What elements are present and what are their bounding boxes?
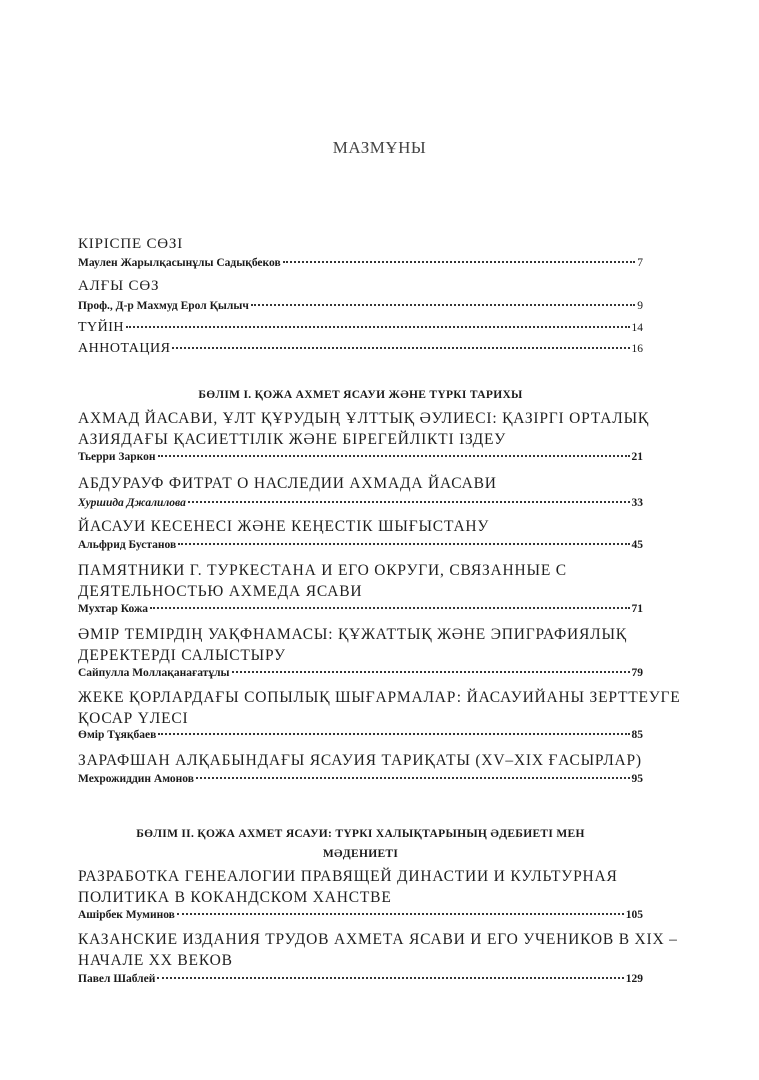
toc-entry[interactable] [78, 909, 643, 921]
dot-leader [157, 977, 623, 979]
toc-entry[interactable] [78, 539, 643, 551]
toc-entry-introduction[interactable] [78, 257, 643, 269]
dot-leader [158, 733, 629, 735]
toc-author: Сайпулла Моллақанағатұлы [78, 667, 230, 679]
toc-title-foreword: АЛҒЫ СӨЗ [78, 278, 160, 294]
toc-entry-foreword[interactable] [78, 300, 643, 312]
toc-entry-summary[interactable] [78, 320, 643, 336]
toc-entry[interactable] [78, 973, 643, 985]
toc-author: Альфрид Бустанов [78, 539, 177, 551]
part-2-heading [78, 824, 643, 864]
toc-page-number: 95 [631, 773, 643, 785]
toc-page-number: 45 [631, 539, 643, 551]
toc-chapter-title: ЗАРАФШАН АЛҚАБЫНДАҒЫ ЯСАУИЯ ТАРИҚАТЫ (XV–XIX ҒАСЫРЛАР) [78, 752, 642, 769]
toc-label: ТҮЙІН [78, 320, 125, 335]
toc-chapter-title: АЗИЯДАҒЫ ҚАСИЕТТІЛІК ЖӘНЕ БІРЕГЕЙЛІКТІ ІЗДЕУ [78, 431, 507, 448]
toc-entry[interactable] [78, 729, 643, 741]
toc-page-number: 105 [625, 909, 643, 921]
toc-entry[interactable] [78, 773, 643, 785]
toc-chapter-title: КАЗАНСКИЕ ИЗДАНИЯ ТРУДОВ АХМЕТА ЯСАВИ И ЕГО УЧЕНИКОВ В XIX – [78, 931, 678, 948]
toc-entry[interactable] [78, 603, 643, 615]
toc-entry-annotation[interactable] [78, 341, 643, 357]
toc-chapter-title: АХМАД ЙАСАВИ, ҰЛТ ҚҰРУДЫҢ ҰЛТТЫҚ ӘУЛИЕСІ: ҚАЗІРГІ ОРТАЛЫҚ [78, 410, 650, 427]
toc-chapter-title: ДЕЯТЕЛЬНОСТЬЮ АХМЕДА ЯСАВИ [78, 583, 363, 600]
toc-entry[interactable] [78, 667, 643, 679]
dot-leader [177, 913, 624, 915]
toc-author: Хуршида Джалилова [78, 497, 186, 509]
toc-chapter-title: РАЗРАБОТКА ГЕНЕАЛОГИИ ПРАВЯЩЕЙ ДИНАСТИИ И КУЛЬТУРНАЯ [78, 868, 618, 885]
toc-chapter-title: ЖЕКЕ ҚОРЛАРДАҒЫ СОПЫЛЫҚ ШЫҒАРМАЛАР: ЙАСАУИЙАНЫ ЗЕРТТЕУГЕ [78, 689, 681, 706]
dot-leader [178, 543, 629, 545]
toc-chapter-title: ҚОСАР ҮЛЕСІ [78, 710, 189, 727]
dot-leader [172, 347, 629, 349]
dot-leader [158, 455, 630, 457]
toc-title-introduction: КІРІСПЕ СӨЗІ [78, 236, 184, 252]
dot-leader [188, 501, 630, 503]
dot-leader [150, 607, 629, 609]
toc-author: Мухтар Кожа [78, 603, 149, 615]
toc-author: Тьерри Заркон [78, 451, 156, 463]
dot-leader [126, 326, 629, 328]
part-2-heading-line: БӨЛІМ ІІ. ҚОЖА АХМЕТ ЯСАУИ: ТҮРКІ ХАЛЫҚТАРЫНЫҢ ӘДЕБИЕТІ МЕН [136, 828, 585, 840]
toc-author: Мехрожиддин Амонов [78, 773, 194, 785]
toc-author: Ашірбек Муминов [78, 909, 175, 921]
toc-chapter-title: НАЧАЛЕ XX ВЕКОВ [78, 952, 233, 969]
toc-label: АННОТАЦИЯ [78, 341, 171, 356]
part-2-heading-line: МӘДЕНИЕТІ [322, 848, 399, 860]
toc-page-number: 21 [631, 451, 643, 463]
dot-leader [232, 671, 630, 673]
toc-page-number: 14 [631, 322, 643, 334]
dot-leader [196, 777, 630, 779]
toc-page-number: 79 [631, 667, 643, 679]
toc-chapter-title: ӘМІР ТЕМІРДІҢ УАҚФНАМАСЫ: ҚҰЖАТТЫҚ ЖӘНЕ ЭПИГРАФИЯЛЫҚ [78, 626, 627, 643]
toc-page-number: 71 [631, 603, 643, 615]
toc-page-number: 85 [631, 729, 643, 741]
toc-chapter-title: ДЕРЕКТЕРДІ САЛЫСТЫРУ [78, 647, 286, 664]
toc-chapter-title: АБДУРАУФ ФИТРАТ О НАСЛЕДИИ АХМАДА ЙАСАВИ [78, 475, 497, 492]
toc-author: Проф., Д-р Махмуд Ерол Қылыч [78, 300, 249, 312]
toc-page-number: 7 [637, 257, 643, 269]
page-title: МАЗМҰНЫ [332, 138, 427, 157]
toc-entry[interactable] [78, 497, 643, 509]
toc-author: Өмір Тұяқбаев [78, 729, 157, 741]
toc-entry[interactable] [78, 451, 643, 463]
dot-leader [251, 304, 635, 306]
toc-chapter-title: ПОЛИТИКА В КОКАНДСКОМ ХАНСТВЕ [78, 889, 392, 906]
toc-author: Павел Шаблей [78, 973, 156, 985]
toc-chapter-title: ЙАСАУИ КЕСЕНЕСІ ЖӘНЕ КЕҢЕСТІК ШЫҒЫСТАНУ [78, 518, 490, 535]
toc-page-number: 9 [637, 300, 643, 312]
dot-leader [283, 261, 636, 263]
toc-page-number: 16 [631, 343, 643, 355]
toc-page-number: 129 [625, 973, 643, 985]
toc-page-number: 33 [631, 497, 643, 509]
part-1-heading: БӨЛІМ І. ҚОЖА АХМЕТ ЯСАУИ ЖӘНЕ ТҮРКІ ТАРИХЫ [198, 389, 523, 401]
toc-chapter-title: ПАМЯТНИКИ Г. ТУРКЕСТАНА И ЕГО ОКРУГИ, СВЯЗАННЫЕ С [78, 562, 567, 579]
toc-author: Маулен Жарылқасынұлы Садықбеков [78, 257, 281, 269]
